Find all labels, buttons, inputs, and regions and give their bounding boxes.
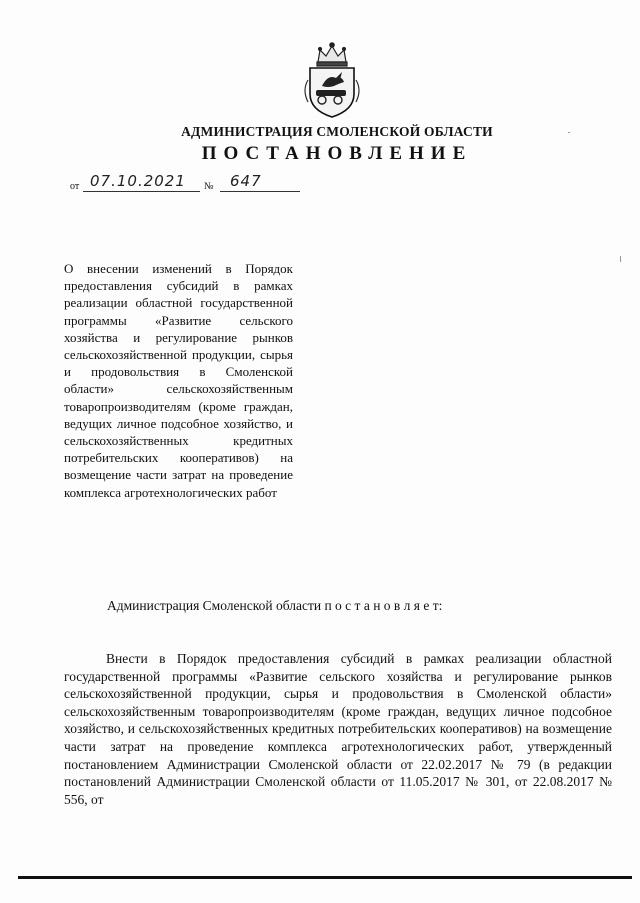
scan-speck <box>620 256 621 262</box>
organization-name: АДМИНИСТРАЦИЯ СМОЛЕНСКОЙ ОБЛАСТИ <box>181 124 493 139</box>
body-paragraph: Внести в Порядок предоставления субсидий в рамках реализации областной государственной программы «Развитие сельского хозяйства и регулирование рынков сельскохозяйственной продукции, сырья и продовольствия в Смоленской области» сельскохозяйственным товаропроизводителям (кроме граждан, ведущих личное подсобное хозяйство, и сельскохозяйственных кредитных потребительских кооперативов) на возмещение части затрат на проведение комплекса агротехнологических работ, утвержденный постановлением Администрации Смоленской области от 22.02.2017 № 79 (в редакции постановлений Администрации Смоленской области от 11.05.2017 № 301, от 22.08.2017 № 556, от <box>64 651 612 807</box>
number-value: 647 <box>230 172 262 190</box>
date-value: 07.10.2021 <box>90 172 186 190</box>
scan-speck <box>568 132 570 133</box>
date-number-line <box>70 172 310 194</box>
resolution-line: Администрация Смоленской области п о с т а н о в л я е т: <box>107 598 443 613</box>
coat-of-arms-icon <box>298 40 366 120</box>
bottom-border-line <box>18 876 632 879</box>
document-subject: О внесении изменений в Порядок предоставления субсидий в рамках реализации областной государственной программы «Развитие сельского хозяйства и регулирование рынков сельскохозяйственной продукции, сырья и продовольствия в Смоленской области» сельскохозяйственным товаропроизводителям (кроме граждан, ведущих личное подсобное хозяйство, и сельскохозяйственных кредитных потребительских кооперативов) на возмещение части затрат на проведение комплекса агротехнологических работ <box>64 261 293 500</box>
date-underline <box>83 191 200 192</box>
number-underline <box>220 191 300 192</box>
document-type-title: ПОСТАНОВЛЕНИЕ <box>201 143 473 164</box>
date-prefix: от <box>70 181 80 192</box>
number-prefix: № <box>204 181 214 192</box>
